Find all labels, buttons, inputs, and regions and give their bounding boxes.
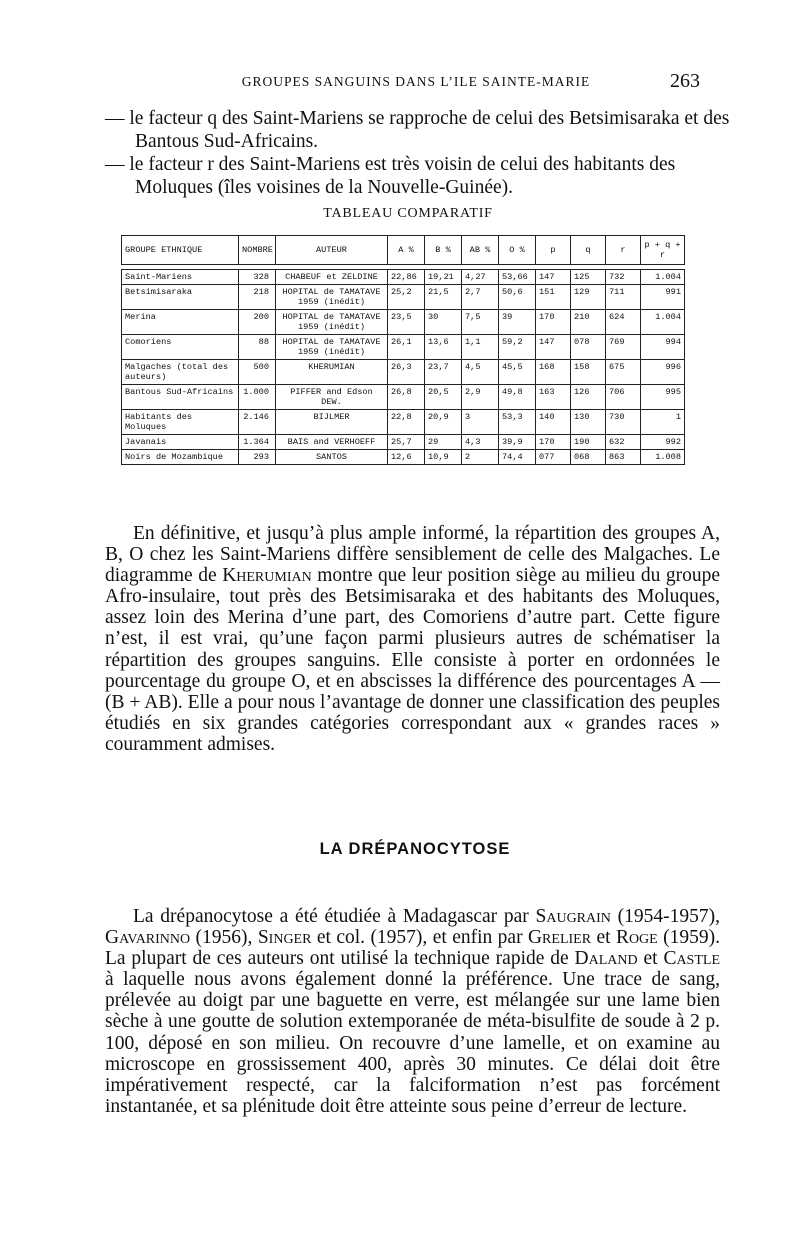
header-o: O %: [499, 236, 536, 265]
cell-o: 53,66: [499, 270, 536, 285]
table-row: [122, 335, 685, 360]
author-name: Gavarinno: [105, 927, 191, 949]
header-q: q: [571, 236, 606, 265]
cell-a: 26,1: [388, 335, 425, 360]
header-group: GROUPE ETHNIQUE: [122, 236, 239, 265]
cell-o: 59,2: [499, 335, 536, 360]
section-heading: LA DRÉPANOCYTOSE: [319, 840, 511, 858]
cell-r: 675: [606, 360, 641, 385]
cell-group: Saint-Mariens: [122, 270, 239, 285]
cell-b: 10,9: [425, 450, 462, 465]
bullet-q-factor: — le facteur q des Saint-Mariens se rapproche de celui des Betsimisaraka et des Bantous Sud-Africains.: [105, 108, 730, 152]
bullet-r-factor: — le facteur r des Saint-Mariens est très voisin de celui des habitants des Moluques (îles voisines de la Nouvelle-Guinée).: [105, 154, 676, 198]
para2-text: (1959). La plupart de ces auteurs ont utilisé la technique rapide de: [105, 927, 720, 970]
cell-r: 624: [606, 310, 641, 335]
cell-a: 26,3: [388, 360, 425, 385]
cell-pqr: 994: [641, 335, 685, 360]
cell-pqr: 1.004: [641, 310, 685, 335]
cell-o: 45,5: [499, 360, 536, 385]
header-count: NOMBRE: [239, 236, 276, 265]
cell-p: 170: [536, 310, 571, 335]
cell-q: 158: [571, 360, 606, 385]
table-row: [122, 285, 685, 310]
cell-a: 22,8: [388, 410, 425, 435]
header-author: AUTEUR: [276, 236, 388, 265]
cell-q: 068: [571, 450, 606, 465]
header-a: A %: [388, 236, 425, 265]
cell-r: 711: [606, 285, 641, 310]
cell-o: 74,4: [499, 450, 536, 465]
cell-author: PIFFER and Edson DEW.: [276, 385, 388, 410]
cell-pqr: 1.008: [641, 450, 685, 465]
cell-count: 218: [239, 285, 276, 310]
cell-pqr: 991: [641, 285, 685, 310]
cell-pqr: 1.004: [641, 270, 685, 285]
cell-q: 210: [571, 310, 606, 335]
cell-b: 23,7: [425, 360, 462, 385]
cell-q: 130: [571, 410, 606, 435]
table-row: [122, 270, 685, 285]
author-name: Castle: [663, 948, 720, 970]
cell-b: 19,21: [425, 270, 462, 285]
running-title: GROUPES SANGUINS DANS L’ILE SAINTE-MARIE: [241, 74, 591, 89]
cell-b: 29: [425, 435, 462, 450]
cell-ab: 2: [462, 450, 499, 465]
header-ab: AB %: [462, 236, 499, 265]
cell-b: 20,9: [425, 410, 462, 435]
cell-r: 632: [606, 435, 641, 450]
author-name: Saugrain: [535, 906, 611, 927]
cell-q: 129: [571, 285, 606, 310]
cell-group: Malgaches (total des auteurs): [122, 360, 239, 385]
cell-ab: 4,5: [462, 360, 499, 385]
cell-ab: 4,3: [462, 435, 499, 450]
cell-q: 125: [571, 270, 606, 285]
header-p: p: [536, 236, 571, 265]
header-pqr: p + q + r: [641, 236, 685, 265]
cell-b: 20,5: [425, 385, 462, 410]
table-row: [122, 360, 685, 385]
cell-author: BAIS and VERHOEFF: [276, 435, 388, 450]
cell-author: HOPITAL de TAMATAVE 1959 (inédit): [276, 285, 388, 310]
cell-a: 25,7: [388, 435, 425, 450]
cell-count: 293: [239, 450, 276, 465]
paragraph-drepanocytose: [105, 906, 720, 1117]
cell-count: 88: [239, 335, 276, 360]
cell-author: BIJLMER: [276, 410, 388, 435]
paragraph-conclusion: [105, 523, 720, 755]
cell-pqr: 992: [641, 435, 685, 450]
table-row: [122, 310, 685, 335]
cell-p: 163: [536, 385, 571, 410]
para2-text: à laquelle nous avons également donné la préférence. Une trace de sang, prélevée au doigt par une baguette en verre, est mélangée sur une lame bien sèche à une goutte de solution extemporanée de méta-bisulfite de soude à 2 p. 100, déposé en son milieu. On recouvre d’une lamelle, et on examine au microscope en grossissement 400, après 30 minutes. Ce délai doit être impérativement respecté, car la falciformation n’est pas forcément instantanée, et sa plénitude doit être atteinte sous peine d’erreur de lecture.: [105, 969, 720, 1117]
cell-author: SANTOS: [276, 450, 388, 465]
cell-p: 077: [536, 450, 571, 465]
cell-o: 53,3: [499, 410, 536, 435]
cell-o: 39: [499, 310, 536, 335]
cell-o: 39,9: [499, 435, 536, 450]
cell-b: 13,6: [425, 335, 462, 360]
cell-group: Bantous Sud-Africains: [122, 385, 239, 410]
cell-p: 168: [536, 360, 571, 385]
cell-p: 147: [536, 270, 571, 285]
cell-ab: 2,7: [462, 285, 499, 310]
cell-q: 126: [571, 385, 606, 410]
cell-p: 151: [536, 285, 571, 310]
cell-group: Merina: [122, 310, 239, 335]
cell-ab: 7,5: [462, 310, 499, 335]
cell-ab: 3: [462, 410, 499, 435]
cell-count: 500: [239, 360, 276, 385]
author-kherumian: Kherumian: [222, 565, 312, 587]
author-name: Daland: [574, 948, 638, 970]
cell-r: 769: [606, 335, 641, 360]
cell-author: KHERUMIAN: [276, 360, 388, 385]
cell-group: Comoriens: [122, 335, 239, 360]
cell-a: 26,8: [388, 385, 425, 410]
para1-text-a: En définitive, et jusqu’à plus ample informé, la répartition des groupes A, B, O chez les Saint-Mariens diffère sensiblement de celle des Malgaches. Le diagramme de: [105, 523, 720, 587]
cell-count: 328: [239, 270, 276, 285]
cell-author: HOPITAL de TAMATAVE 1959 (inédit): [276, 335, 388, 360]
cell-a: 23,5: [388, 310, 425, 335]
para2-text: (1956),: [190, 927, 258, 949]
table-title: TABLEAU COMPARATIF: [323, 206, 493, 221]
cell-count: 2.146: [239, 410, 276, 435]
cell-a: 22,86: [388, 270, 425, 285]
cell-r: 730: [606, 410, 641, 435]
cell-ab: 4,27: [462, 270, 499, 285]
cell-group: Betsimisaraka: [122, 285, 239, 310]
cell-r: 706: [606, 385, 641, 410]
cell-p: 140: [536, 410, 571, 435]
para2-text: et: [637, 948, 664, 970]
author-name: Grelier: [527, 927, 592, 949]
cell-group: Javanais: [122, 435, 239, 450]
cell-author: HOPITAL de TAMATAVE 1959 (inédit): [276, 310, 388, 335]
cell-b: 21,5: [425, 285, 462, 310]
cell-r: 863: [606, 450, 641, 465]
cell-o: 50,6: [499, 285, 536, 310]
cell-b: 30: [425, 310, 462, 335]
table-row: [122, 450, 685, 465]
para2-text: La drépanocytose a été étudiée à Madagascar par: [133, 906, 536, 927]
cell-group: Habitants des Moluques: [122, 410, 239, 435]
cell-pqr: 996: [641, 360, 685, 385]
cell-p: 147: [536, 335, 571, 360]
para1-text-b: montre que leur position siège au milieu du groupe Afro-insulaire, tout près des Betsimisaraka et des habitants des Moluques, assez loin des Merina d’une part, des Comoriens d’autre part. Cette figure n’est, il est vrai, qu’une façon parmi plusieurs autres de schématiser la répartition des groupes sanguins. Elle consiste à porter en ordonnées le pourcentage du groupe O, et en abscisses la différence des pourcentages A — (B + AB). Elle a pour nous l’avantage de donner une classification des peuples étudiés en six grandes catégories correspondant aux « grandes races » couramment admises.: [105, 565, 720, 755]
para2-text: (1954-1957),: [610, 906, 720, 927]
cell-count: 200: [239, 310, 276, 335]
author-name: Singer: [257, 927, 312, 949]
cell-count: 1.000: [239, 385, 276, 410]
comparative-table: [121, 235, 685, 465]
table-header-row: [122, 236, 685, 265]
cell-o: 49,8: [499, 385, 536, 410]
cell-group: Noirs de Mozambique: [122, 450, 239, 465]
cell-r: 732: [606, 270, 641, 285]
cell-pqr: 995: [641, 385, 685, 410]
header-r: r: [606, 236, 641, 265]
cell-ab: 2,9: [462, 385, 499, 410]
table-row: [122, 435, 685, 450]
table-row: [122, 385, 685, 410]
cell-author: CHABEUF et ZELDINE: [276, 270, 388, 285]
cell-p: 170: [536, 435, 571, 450]
page-number: 263: [670, 70, 700, 92]
para2-text: et: [591, 927, 616, 949]
para2-text: et col. (1957), et enfin par: [311, 927, 528, 949]
cell-q: 078: [571, 335, 606, 360]
cell-count: 1.364: [239, 435, 276, 450]
cell-pqr: 1: [641, 410, 685, 435]
cell-q: 190: [571, 435, 606, 450]
header-b: B %: [425, 236, 462, 265]
author-name: Roge: [615, 927, 658, 949]
cell-a: 25,2: [388, 285, 425, 310]
table-row: [122, 410, 685, 435]
cell-ab: 1,1: [462, 335, 499, 360]
cell-a: 12,6: [388, 450, 425, 465]
